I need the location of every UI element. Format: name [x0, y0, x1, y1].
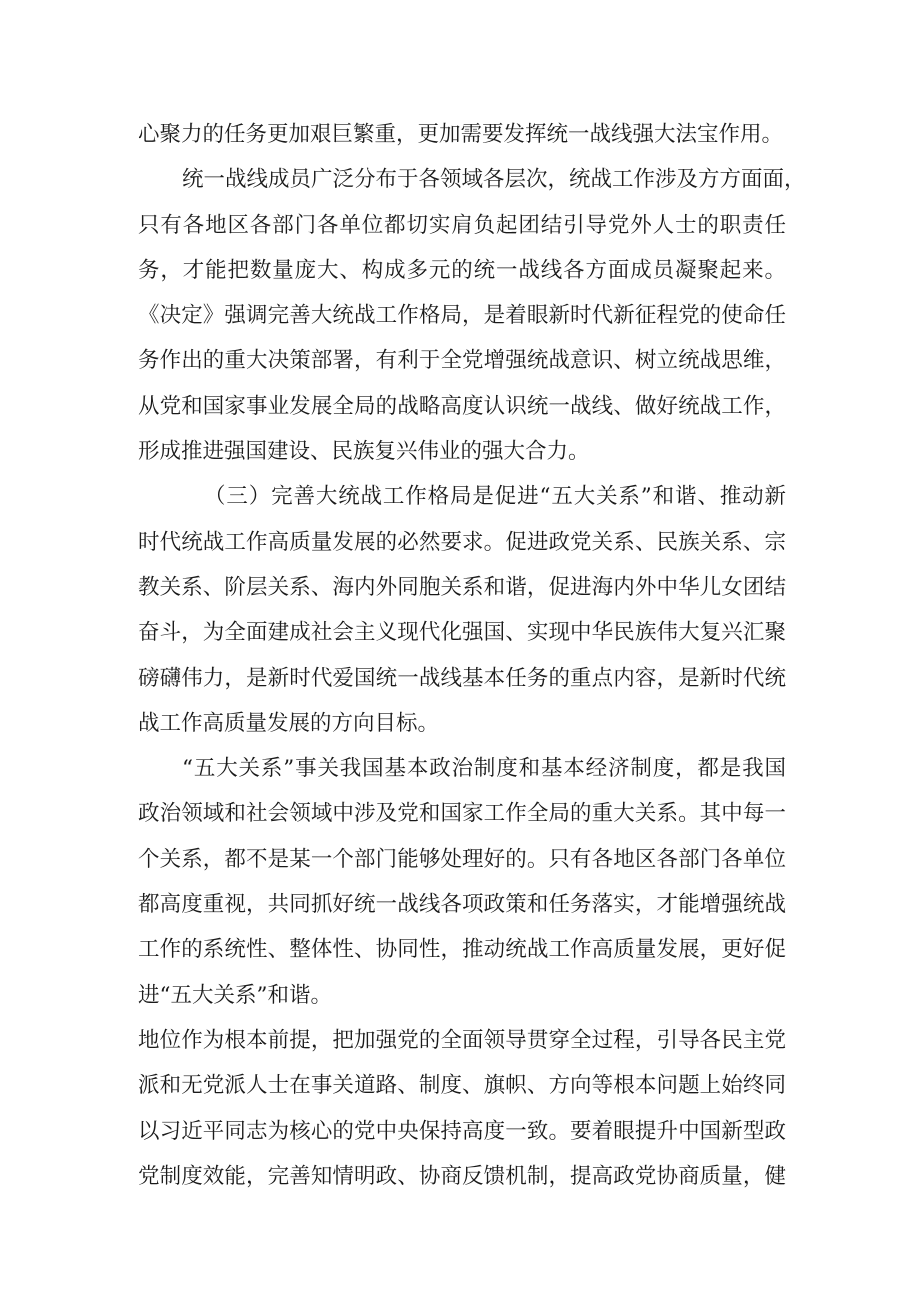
text-line: 从党和国家事业发展全局的战略高度认识统一战线、做好统战工作， [138, 393, 786, 419]
text-line: 务作出的重大决策部署，有利于全党增强统战意识、树立统战思维， [138, 348, 786, 374]
text-line: 教关系、阶层关系、海内外同胞关系和谐，促进海内外中华儿女团结 [138, 574, 786, 600]
text-line: 个关系，都不是某一个部门能够处理好的。只有各地区各部门各单位 [138, 846, 786, 872]
text-line: 时代统战工作高质量发展的必然要求。促进政党关系、民族关系、宗 [138, 529, 786, 555]
text-line: 都高度重视，共同抓好统一战线各项政策和任务落实，才能增强统战 [138, 892, 786, 918]
text-line: 政治领域和社会领域中涉及党和国家工作全局的重大关系。其中每一 [138, 801, 786, 827]
text-line: 以习近平同志为核心的党中央保持高度一致。要着眼提升中国新型政 [138, 1118, 786, 1144]
section-heading-line: （三）完善大统战工作格局是促进“五大关系”和谐、推动新 [204, 484, 786, 510]
text-line: 务，才能把数量庞大、构成多元的统一战线各方面成员凝聚起来。 [138, 257, 786, 283]
text-line: 党制度效能，完善知情明政、协商反馈机制，提高政党协商质量，健 [138, 1163, 786, 1189]
text-line: 奋斗，为全面建成社会主义现代化强国、实现中华民族伟大复兴汇聚 [138, 620, 786, 646]
text-line: 磅礴伟力，是新时代爱国统一战线基本任务的重点内容，是新时代统 [138, 665, 786, 691]
text-line: 《决定》强调完善大统战工作格局，是着眼新时代新征程党的使命任 [138, 303, 786, 329]
text-line: 工作的系统性、整体性、协同性，推动统战工作高质量发展，更好促 [138, 937, 786, 963]
text-line: 形成推进强国建设、民族复兴伟业的强大合力。 [138, 439, 590, 465]
paragraph-start-line: 统一战线成员广泛分布于各领域各层次，统战工作涉及方方面面， [182, 167, 806, 193]
text-line: 地位作为根本前提，把加强党的全面领导贯穿全过程，引导各民主党 [138, 1027, 786, 1053]
document-body [138, 112, 806, 1199]
text-line: 心聚力的任务更加艰巨繁重，更加需要发挥统一战线强大法宝作用。 [138, 122, 784, 147]
text-line: 进“五大关系”和谐。 [138, 982, 332, 1008]
text-line: 只有各地区各部门各单位都切实肩负起团结引导党外人士的职责任 [138, 212, 786, 238]
text-line: 派和无党派人士在事关道路、制度、旗帜、方向等根本问题上始终同 [138, 1073, 786, 1099]
paragraph-start-line: “五大关系”事关我国基本政治制度和基本经济制度，都是我国 [182, 756, 786, 782]
text-line: 战工作高质量发展的方向目标。 [138, 710, 440, 736]
